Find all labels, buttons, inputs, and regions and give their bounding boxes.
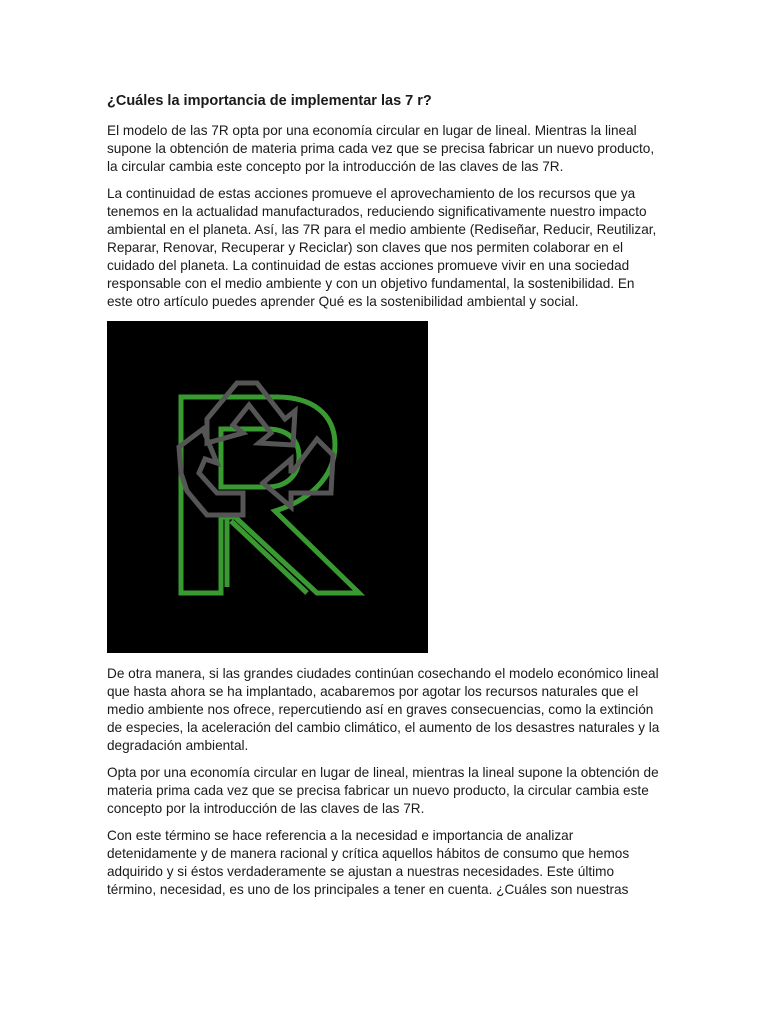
paragraph-cities: De otra manera, si las grandes ciudades continúan cosechando el modelo económico lineal que hasta ahora se ha implantado, acabaremos por agotar los recursos naturales que el medio ambiente nos ofrece, repercutiendo así en graves consecuencias, como la extinción de especies, la aceleración del cambio climático, el aumento de los desastres naturales y la degradación ambiental. [107,666,660,753]
recycle-r-logo-icon [107,321,428,653]
article-heading: ¿Cuáles la importancia de implementar las 7 r? [107,93,432,109]
paragraph-circular: Opta por una economía circular en lugar de lineal, mientras la lineal supone la obtención de materia prima cada vez que se precisa fabricar un nuevo producto, la circular cambia este concepto por la introducción de las claves de las 7R. [107,765,659,816]
document-content [107,92,663,908]
paragraph-term: Con este término se hace referencia a la necesidad e importancia de analizar detenidamente y de manera racional y crítica aquellos hábitos de consumo que hemos adquirido y si éstos verdaderamente se ajustan a nuestras necesidades. Este último término, necesidad, es uno de los principales a tener en cuenta. ¿Cuáles son nuestras [107,828,630,897]
recycle-r-figure [107,321,428,653]
paragraph-continuity: La continuidad de estas acciones promueve el aprovechamiento de los recursos que ya tenemos en la actualidad manufacturados, reduciendo significativamente nuestro impacto ambiental en el planeta. Así, las 7R para el medio ambiente (Rediseñar, Reducir, Reutilizar, Reparar, Renovar, Recuperar y Reciclar) son claves que nos permiten colaborar en el cuidado del planeta. La continuidad de estas acciones promueve vivir en una sociedad responsable con el medio ambiente y con un objetivo fundamental, la sostenibilidad. En este otro artículo puedes aprender Qué es la sostenibilidad ambiental y social. [107,186,657,309]
paragraph-intro: El modelo de las 7R opta por una economía circular en lugar de lineal. Mientras la lineal supone la obtención de materia prima cada vez que se precisa fabricar un nuevo producto, la circular cambia este concepto por la introducción de las claves de las 7R. [107,123,655,174]
